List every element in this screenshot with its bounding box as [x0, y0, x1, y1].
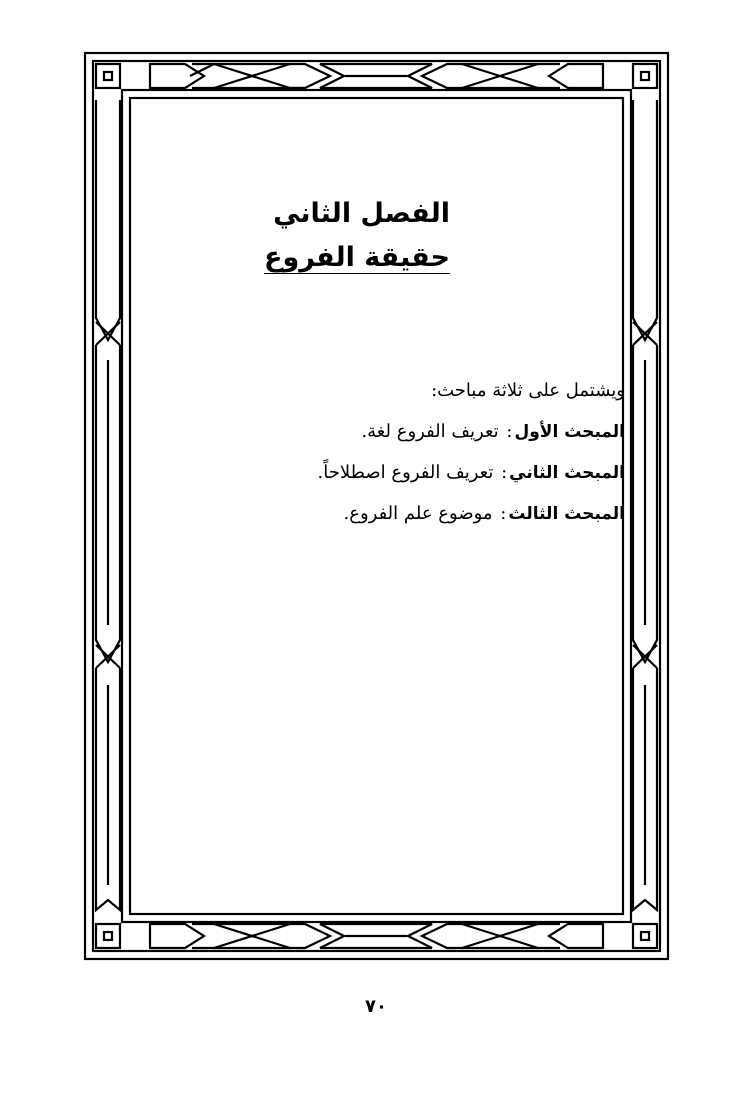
section-title: تعريف الفروع اصطلاحاً. [317, 462, 494, 483]
section-colon: : [500, 503, 507, 524]
section-label: المبحث الثالث [508, 504, 625, 524]
section-item [150, 493, 625, 534]
chapter-heading [150, 192, 450, 280]
section-title: موضوع علم الفروع. [343, 503, 493, 524]
chapter-contents [150, 370, 625, 534]
section-label: المبحث الثاني [509, 463, 625, 483]
section-item [150, 452, 625, 493]
section-item [150, 411, 625, 452]
section-colon: : [506, 421, 513, 442]
section-title: تعريف الفروع لغة. [361, 421, 499, 442]
chapter-title: الفصل الثاني [273, 198, 450, 229]
section-colon: : [501, 462, 508, 483]
contents-intro: ويشتمل على ثلاثة مباحث: [431, 380, 625, 401]
page-number: ٧٠ [365, 996, 387, 1017]
chapter-subtitle: حقيقة الفروع [264, 242, 450, 273]
section-label: المبحث الأول [514, 422, 625, 442]
